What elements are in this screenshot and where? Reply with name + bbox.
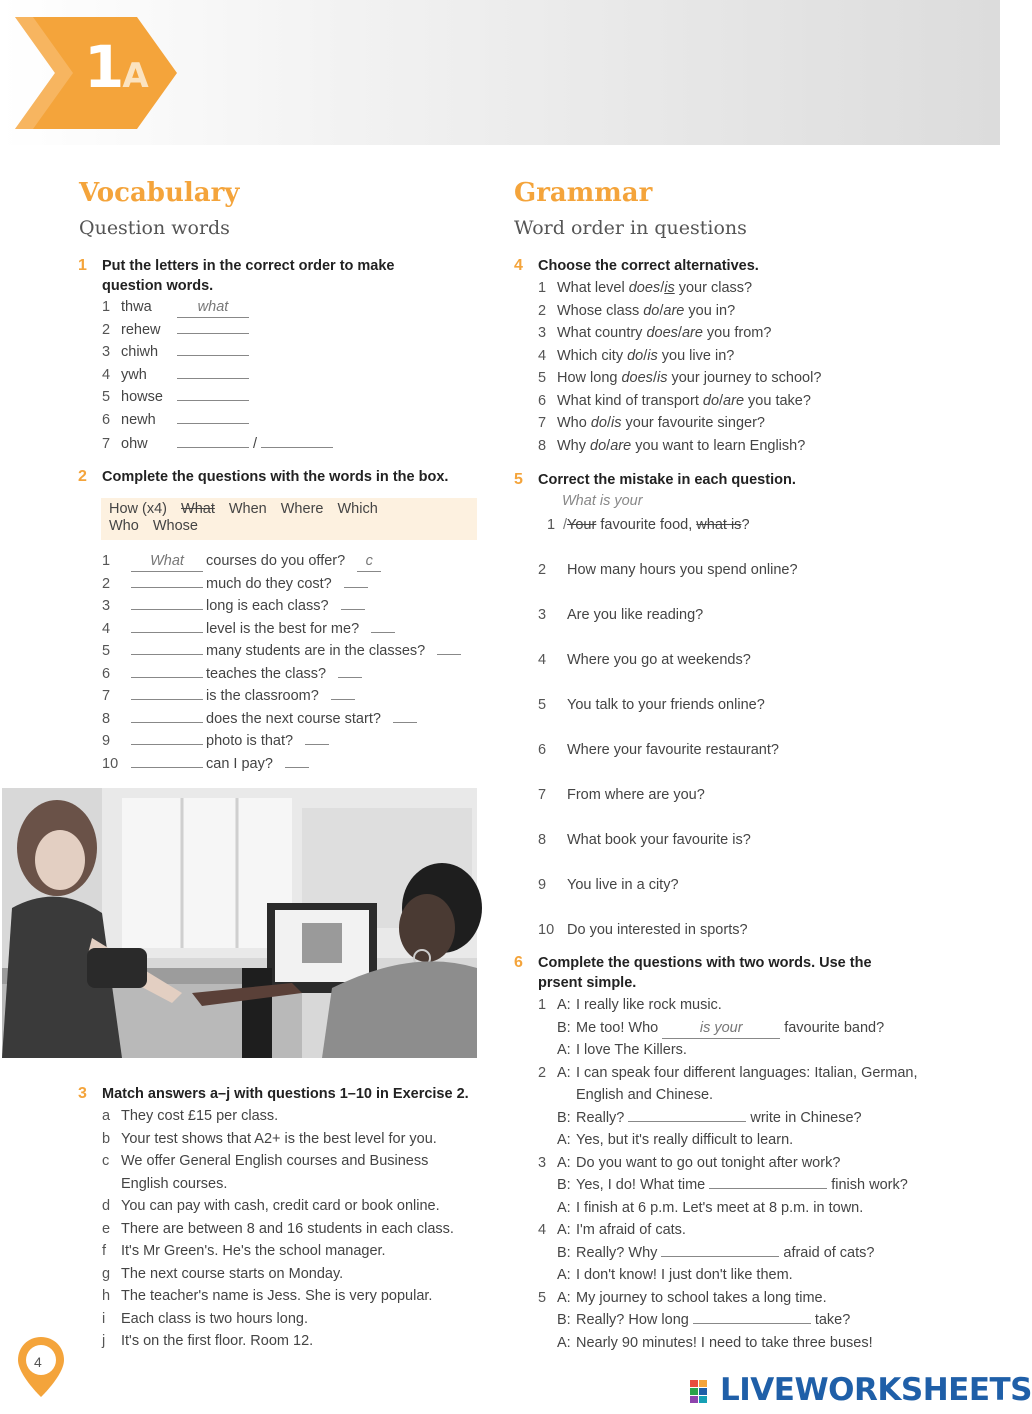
question-text[interactable]: Where your favourite restaurant? [567, 742, 779, 758]
alternative-option[interactable]: does [621, 370, 653, 386]
match-field[interactable] [285, 767, 309, 768]
alternative-option[interactable]: do [590, 415, 607, 431]
answer-field[interactable] [131, 699, 203, 700]
dialogue-text: take? [814, 1312, 851, 1328]
alternative-option[interactable]: is [611, 415, 622, 431]
page-number: 4 [34, 1354, 42, 1370]
question-text: your class? [674, 280, 753, 296]
scrambled-word: ywh [121, 366, 147, 383]
question-text: Who [557, 415, 591, 431]
slash-separator: / [677, 325, 682, 341]
slash-separator: / [660, 280, 665, 296]
question-text: How long [557, 370, 622, 386]
item-number: 5 [538, 370, 547, 386]
question-text: What country [557, 325, 647, 341]
answer-field[interactable] [177, 333, 249, 334]
item-number: 1 [538, 280, 547, 296]
slash-separator: / [652, 370, 657, 386]
exercise-5-example: 1 /Your favourite food, what is? [547, 517, 750, 533]
exercise-2-item [102, 731, 329, 751]
alternative-option[interactable]: is [656, 370, 668, 386]
speaker-label: A: [557, 1154, 571, 1171]
question-text: level is the best for me? [206, 620, 360, 637]
exercise-2-item [102, 596, 365, 616]
exercise-1-item [102, 432, 333, 454]
exercise-1-item [102, 320, 249, 340]
exercise-2-item [102, 619, 395, 639]
item-number: 1 [102, 299, 111, 315]
speaker-label: A: [557, 1199, 571, 1216]
item-number: 2 [538, 1064, 547, 1081]
answer-text: There are between 8 and 16 students in each class. [121, 1220, 454, 1237]
dialogue-text: I'm afraid of cats. [576, 1222, 686, 1238]
question-text: is the classroom? [206, 688, 319, 704]
dialogue-text: English and Chinese. [576, 1087, 714, 1103]
match-field[interactable] [393, 722, 417, 723]
question-text[interactable]: From where are you? [567, 787, 705, 803]
answer-field[interactable] [177, 423, 249, 424]
dialogue-line [538, 1040, 687, 1060]
answer-field[interactable] [693, 1323, 811, 1324]
item-number: 7 [538, 415, 547, 431]
alternative-option[interactable]: are [610, 437, 632, 454]
exercise-2-item [102, 551, 381, 572]
dialogue-text: I really like rock music. [576, 997, 722, 1013]
vocabulary-title: Vocabulary [79, 178, 240, 208]
exercise-3-item-cont [121, 1174, 227, 1194]
item-letter: d [102, 1198, 111, 1214]
dialogue-line [538, 1220, 686, 1240]
question-text: you live in? [657, 347, 735, 364]
exercise-5-item [538, 785, 705, 805]
item-number: 3 [102, 344, 111, 360]
exercise-4-item [538, 278, 752, 298]
dialogue-text: Really? How long [576, 1312, 689, 1328]
slash-separator: / [606, 437, 611, 454]
dialogue-text: finish work? [831, 1177, 908, 1193]
exercise-3-instruction: 3 Match answers a–j with questions 1–10 in Exercise 2. [78, 1085, 469, 1102]
example-correction: What is your [562, 493, 643, 509]
dialogue-line [538, 1108, 862, 1128]
dialogue-text: Yes, I do! What time [576, 1177, 706, 1193]
exercise-1-item [102, 342, 249, 362]
word-box-item: Which [337, 501, 378, 517]
exercise-5-item [538, 605, 703, 625]
item-number: 2 [102, 321, 111, 338]
unit-label: 1A [84, 33, 149, 101]
word-box-item: How (x4) [109, 501, 168, 517]
exercise-3-item [102, 1219, 454, 1239]
item-number: 3 [538, 1154, 547, 1171]
item-number: 10 [538, 922, 555, 938]
dialogue-text: Yes, but it's really difficult to learn. [576, 1132, 794, 1148]
exercise-5-instruction: 5 Correct the mistake in each question. [514, 471, 796, 488]
dialogue-line [538, 1265, 793, 1285]
exercise-2-item [102, 664, 362, 684]
item-letter: b [102, 1130, 111, 1147]
exercise-5-item [538, 830, 751, 850]
alternative-option[interactable]: are [681, 325, 703, 341]
answer-field[interactable] [709, 1188, 827, 1189]
scrambled-word: chiwh [121, 344, 159, 360]
question-text: much do they cost? [206, 575, 332, 592]
answer-text: Each class is two hours long. [121, 1310, 308, 1327]
exercise-2-item [102, 641, 461, 661]
exercise-4-item [538, 413, 765, 433]
slash-separator: / [659, 302, 664, 319]
item-number: 1 [538, 997, 547, 1013]
exercise-4-item [538, 346, 734, 366]
item-letter: a [102, 1108, 111, 1124]
answer-field[interactable] [628, 1121, 746, 1122]
item-number: 4 [102, 620, 111, 637]
item-number: 9 [102, 733, 111, 749]
answer-field[interactable] [261, 432, 333, 448]
alternative-option[interactable]: are [663, 302, 685, 319]
question-text: many students are in the classes? [206, 643, 426, 659]
answer-field[interactable] [177, 447, 249, 448]
exercise-1-instruction: 1 Put the letters in the correct order to make question words. [78, 257, 395, 294]
exercise-4-item [538, 368, 821, 388]
exercise-1-item [102, 365, 249, 385]
exercise-3-item [102, 1129, 437, 1149]
question-text: does the next course start? [206, 710, 381, 727]
exercise-1-item [102, 387, 249, 407]
grammar-title: Grammar [514, 178, 653, 208]
item-number: 4 [538, 652, 547, 668]
dialogue-line [538, 1310, 850, 1330]
item-letter: h [102, 1288, 111, 1304]
match-field[interactable] [341, 609, 365, 610]
speaker-label: B: [557, 1109, 571, 1126]
item-letter: c [102, 1153, 110, 1169]
speaker-label: A: [557, 997, 571, 1013]
dialogue-line [538, 995, 722, 1015]
question-text[interactable]: Are you like reading? [567, 607, 704, 623]
answer-field[interactable] [131, 767, 203, 768]
item-number: 3 [538, 607, 547, 623]
exercise-3-item [102, 1286, 432, 1306]
classroom-photo [2, 788, 477, 1058]
word-box [101, 498, 477, 540]
exercise-2-instruction: 2 Complete the questions with the words in the box. [78, 468, 449, 485]
answer-text: The teacher's name is Jess. She is very popular. [121, 1288, 433, 1304]
exercise-4-item [538, 436, 805, 456]
answer-text: English courses. [121, 1175, 228, 1192]
answer-field[interactable] [131, 632, 203, 633]
item-number: 5 [538, 1289, 547, 1306]
exercise-1-item [102, 410, 249, 430]
question-text: you take? [744, 392, 811, 409]
word-box-item: When [228, 501, 267, 517]
question-text: teaches the class? [206, 665, 327, 682]
exercise-4-item [538, 391, 811, 411]
alternative-option[interactable]: do [627, 347, 644, 364]
answer-field[interactable]: is your [662, 1018, 780, 1039]
scrambled-word: newh [121, 411, 156, 428]
question-text[interactable]: Do you interested in sports? [567, 922, 748, 938]
question-text: you in? [684, 302, 736, 319]
answer-field[interactable]: What [131, 551, 203, 572]
dialogue-line [538, 1333, 873, 1353]
answer-text: We offer General English courses and Business [121, 1153, 429, 1169]
exercise-3-item [102, 1196, 440, 1216]
dialogue-text: Do you want to go out tonight after work? [576, 1154, 841, 1171]
alternative-option[interactable]: does [646, 325, 678, 341]
question-text[interactable]: You live in a city? [567, 877, 679, 893]
slash-separator: / [253, 436, 258, 452]
dialogue-text: write in Chinese? [750, 1109, 862, 1126]
speaker-label: B: [557, 1177, 571, 1193]
dialogue-line [538, 1063, 918, 1083]
exercise-2-item [102, 574, 368, 594]
scrambled-word: howse [121, 389, 163, 405]
speaker-label: A: [557, 1267, 571, 1283]
dialogue-text: My journey to school takes a long time. [576, 1289, 827, 1306]
alternative-option[interactable]: do [702, 392, 720, 409]
answer-text: The next course starts on Monday. [121, 1265, 344, 1282]
question-text[interactable]: You talk to your friends online? [567, 697, 765, 713]
dialogue-line [538, 1085, 713, 1105]
question-text: your journey to school? [667, 370, 822, 386]
match-field[interactable] [331, 699, 355, 700]
match-field[interactable] [305, 744, 329, 745]
answer-field[interactable] [131, 609, 203, 610]
exercise-2-item [102, 709, 417, 729]
dialogue-line [538, 1175, 908, 1195]
speaker-label: A: [557, 1132, 571, 1148]
item-number: 8 [538, 832, 547, 848]
dialogue-text: I love The Killers. [576, 1042, 687, 1058]
answer-field[interactable]: what [177, 297, 249, 318]
answer-field[interactable] [177, 400, 249, 401]
dialogue-text: I don't know! I just don't like them. [576, 1267, 793, 1283]
dialogue-text: Me too! Who [576, 1019, 659, 1036]
dialogue-text: Really? Why [576, 1244, 658, 1261]
slash-separator: / [719, 392, 724, 409]
answer-text: They cost £15 per class. [121, 1108, 279, 1124]
item-number: 6 [538, 742, 547, 758]
question-text[interactable]: How many hours you spend online? [567, 562, 798, 578]
exercise-5-item [538, 740, 779, 760]
exercise-4-item [538, 323, 771, 343]
item-number: 3 [538, 325, 547, 341]
speaker-label: B: [557, 1019, 571, 1036]
scrambled-word: ohw [121, 436, 148, 452]
exercise-2-item [102, 754, 309, 774]
dialogue-line [538, 1018, 884, 1039]
vocabulary-subtitle: Question words [79, 217, 230, 239]
answer-field[interactable] [131, 744, 203, 745]
answer-text: Your test shows that A2+ is the best level for you. [121, 1130, 437, 1147]
item-number: 6 [538, 392, 547, 409]
speaker-label: A: [557, 1064, 571, 1081]
item-number: 4 [538, 1222, 547, 1238]
question-text: What level [557, 280, 629, 296]
slash-separator: / [606, 415, 612, 431]
item-number: 5 [102, 389, 111, 405]
question-text: courses do you offer? [206, 553, 346, 569]
item-number: 2 [538, 302, 547, 319]
word-box-item: What [181, 501, 215, 517]
answer-field[interactable] [131, 722, 203, 723]
scrambled-word: rehew [121, 321, 161, 338]
word-box-item: Whose [152, 518, 198, 534]
item-number: 7 [538, 787, 547, 803]
exercise-5-item [538, 695, 765, 715]
slash-separator: / [643, 347, 648, 364]
alternative-option[interactable]: do [590, 437, 607, 454]
exercise-3-item [102, 1106, 278, 1126]
dialogue-text: Nearly 90 minutes! I need to take three buses! [576, 1334, 873, 1351]
dialogue-text: I finish at 6 p.m. Let's meet at 8 p.m. in town. [576, 1199, 864, 1216]
match-field[interactable] [437, 654, 461, 655]
exercise-5-item [538, 560, 798, 580]
grammar-subtitle: Word order in questions [514, 217, 747, 239]
item-number: 5 [538, 697, 547, 713]
speaker-label: A: [557, 1289, 571, 1306]
dialogue-line [538, 1130, 793, 1150]
item-letter: e [102, 1220, 111, 1237]
alternative-option[interactable]: is [664, 280, 675, 296]
answer-field[interactable] [131, 587, 203, 588]
item-number: 5 [102, 643, 111, 659]
item-number: 8 [102, 710, 111, 727]
dialogue-text: favourite band? [784, 1019, 885, 1036]
question-text[interactable]: Where you go at weekends? [567, 652, 751, 668]
answer-field[interactable] [177, 355, 249, 356]
word-box-item: Who [109, 518, 139, 534]
speaker-label: B: [557, 1312, 571, 1328]
answer-text: It's on the first floor. Room 12. [121, 1333, 314, 1349]
question-text: Whose class [557, 302, 644, 319]
question-text[interactable]: What book your favourite is? [567, 832, 751, 848]
question-text: photo is that? [206, 733, 294, 749]
item-number: 9 [538, 877, 547, 893]
match-field[interactable]: c [357, 551, 381, 572]
item-number: 3 [102, 598, 111, 614]
question-text: you want to learn English? [631, 437, 806, 454]
exercise-3-item [102, 1309, 308, 1329]
dialogue-line [538, 1198, 863, 1218]
question-text: Which city [557, 347, 628, 364]
item-number: 7 [102, 688, 111, 704]
item-number: 6 [102, 665, 111, 682]
item-letter: f [102, 1243, 107, 1259]
item-number: 4 [102, 366, 111, 383]
speaker-label: B: [557, 1244, 571, 1261]
question-text: you from? [702, 325, 772, 341]
answer-field[interactable] [661, 1256, 779, 1257]
dialogue-text: afraid of cats? [783, 1244, 875, 1261]
exercise-1-item [102, 297, 249, 318]
exercise-3-item [102, 1241, 386, 1261]
alternative-option[interactable]: are [723, 392, 745, 409]
dialogue-line [538, 1243, 874, 1263]
scrambled-word: thwa [121, 299, 152, 315]
dialogue-text: I can speak four different languages: Italian, German, [576, 1064, 918, 1081]
dialogue-text: Really? [576, 1109, 625, 1126]
answer-field[interactable] [177, 378, 249, 379]
alternative-option[interactable]: is [647, 347, 658, 364]
item-number: 2 [102, 575, 111, 592]
alternative-option[interactable]: does [628, 280, 661, 296]
item-number: 2 [538, 562, 547, 578]
exercise-3-item [102, 1264, 343, 1284]
speaker-label: A: [557, 1222, 571, 1238]
match-field[interactable] [371, 632, 395, 633]
exercise-4-instruction: 4 Choose the correct alternatives. [514, 257, 759, 274]
question-text: Why [557, 437, 591, 454]
match-field[interactable] [344, 587, 368, 588]
answer-text: You can pay with cash, credit card or book online. [121, 1198, 440, 1214]
exercise-5-item [538, 650, 751, 670]
exercise-3-item [102, 1331, 313, 1351]
dialogue-line [538, 1288, 827, 1308]
answer-field[interactable] [131, 654, 203, 655]
question-text: can I pay? [206, 755, 273, 772]
item-number: 10 [102, 755, 119, 772]
exercise-3-item [102, 1151, 428, 1171]
question-text: your favourite singer? [621, 415, 765, 431]
speaker-label: A: [557, 1334, 571, 1351]
exercise-5-item [538, 920, 748, 940]
item-number: 1 [102, 553, 111, 569]
liveworksheets-logo: LIVEWORKSHEETS [720, 1372, 1032, 1408]
exercise-4-item [538, 301, 735, 321]
answer-text: It's Mr Green's. He's the school manager. [121, 1243, 386, 1259]
item-number: 6 [102, 411, 111, 428]
question-text: long is each class? [206, 598, 329, 614]
item-number: 7 [102, 436, 111, 452]
liveworksheets-logo-icon [690, 1380, 716, 1404]
match-field[interactable] [338, 677, 362, 678]
word-box-item: Where [280, 501, 324, 517]
alternative-option[interactable]: do [643, 302, 660, 319]
speaker-label: A: [557, 1042, 571, 1058]
dialogue-line [538, 1153, 840, 1173]
item-letter: g [102, 1265, 111, 1282]
exercise-6-instruction: 6 Complete the questions with two words. Use the prsent simple. [514, 954, 872, 991]
item-letter: i [102, 1310, 106, 1327]
question-text: What kind of transport [557, 392, 703, 409]
item-letter: j [102, 1333, 106, 1349]
exercise-2-item [102, 686, 355, 706]
item-number: 8 [538, 437, 547, 454]
answer-field[interactable] [131, 677, 203, 678]
exercise-5-item [538, 875, 679, 895]
item-number: 4 [538, 347, 547, 364]
